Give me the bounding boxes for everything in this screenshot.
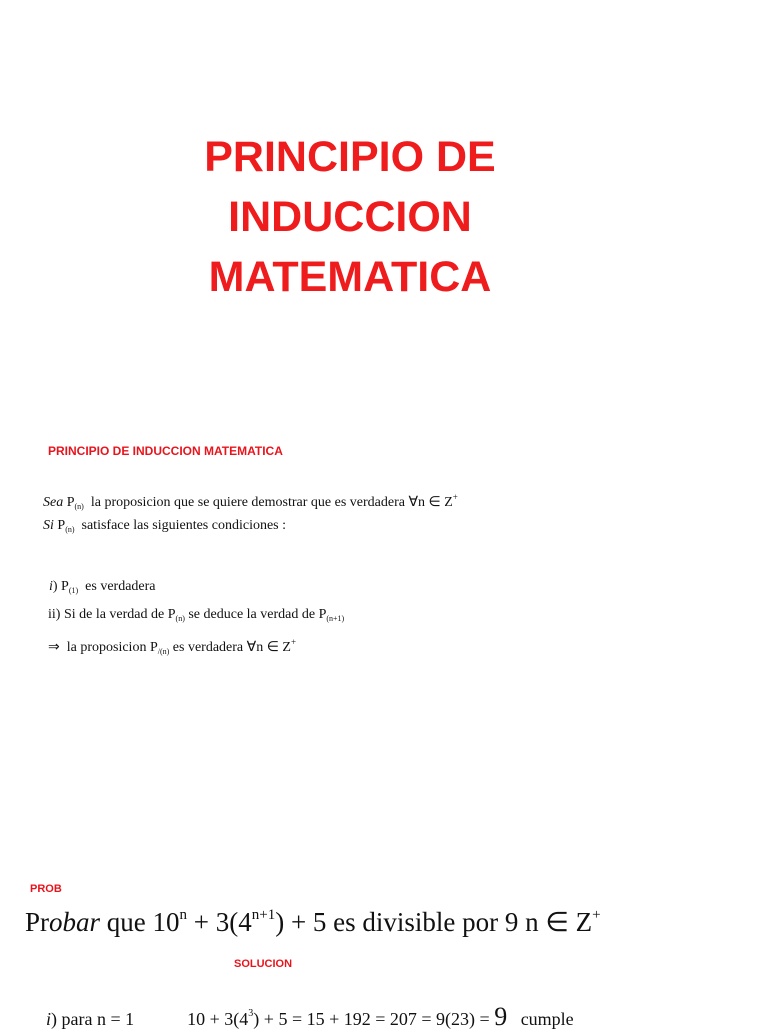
solution-nine: 9 — [494, 1002, 508, 1031]
problem-que: que 10 — [106, 907, 180, 937]
solution-line — [46, 1002, 574, 1032]
cond2-prefix: ii) Si de la verdad de P — [48, 607, 176, 622]
z-plus-superscript: + — [452, 492, 458, 502]
condition-ii — [48, 607, 344, 623]
condition-implies — [48, 637, 296, 656]
si-line-text: satisface las siguientes condiciones : — [81, 518, 287, 533]
cond3-subscript: /(n) — [157, 647, 170, 656]
problem-sup-plus: + — [592, 907, 601, 923]
solution-i: i — [46, 1009, 52, 1029]
cond3-prefix: la proposicion P — [66, 640, 158, 655]
si-word: Si — [43, 518, 54, 533]
cond2-mid: se deduce la verdad de P — [188, 607, 327, 622]
p-subscript: (n) — [65, 525, 75, 534]
cond3-superscript: + — [290, 637, 297, 647]
cond2-subscript-n: (n) — [175, 614, 185, 623]
prob-label: PROB — [30, 883, 62, 895]
sea-line-text: la proposicion que se quiere demostrar que es verdadera ∀n ∈ Z — [90, 495, 453, 510]
cond2-subscript-n1: (n+1) — [326, 614, 345, 623]
solucion-label: SOLUCION — [234, 958, 293, 970]
sea-word: Sea — [43, 495, 64, 510]
page-title-line-3: MATEMATICA — [208, 253, 492, 301]
problem-rest: ) + 5 es divisible por 9 n ∈ Z — [275, 907, 593, 937]
solution-expr-a: 10 + 3(4 — [187, 1009, 249, 1029]
cond1-paren: ) P — [52, 579, 69, 594]
problem-obar: obar — [49, 907, 101, 937]
problem-plus3: + 3(4 — [193, 907, 252, 937]
cond1-i: i — [49, 579, 53, 594]
solution-para: ) para n = 1 — [51, 1009, 135, 1029]
problem-statement — [25, 907, 601, 938]
solution-sup3: 3 — [248, 1008, 254, 1019]
sea-line — [43, 492, 458, 511]
p-symbol: P — [66, 495, 75, 510]
implies-arrow: ⇒ — [48, 640, 60, 655]
problem-sup-n1: n+1 — [251, 907, 276, 923]
problem-sup-n: n — [179, 907, 188, 923]
p-subscript: (n) — [74, 502, 84, 511]
cond1-text: es verdadera — [85, 579, 156, 594]
section-heading: PRINCIPIO DE INDUCCION MATEMATICA — [48, 444, 283, 458]
cond1-subscript: (1) — [68, 586, 79, 595]
page-title-line-1: PRINCIPIO DE — [204, 133, 496, 181]
si-line — [43, 518, 286, 534]
solution-cumple: cumple — [520, 1009, 574, 1029]
cond3-text: es verdadera ∀n ∈ Z — [172, 640, 291, 655]
condition-i — [49, 579, 156, 595]
problem-pr: Pr — [25, 907, 50, 937]
solution-expr-b: ) + 5 = 15 + 192 = 207 = 9(23) = — [253, 1009, 490, 1029]
p-symbol: P — [57, 518, 66, 533]
page-title-line-2: INDUCCION — [228, 193, 472, 241]
